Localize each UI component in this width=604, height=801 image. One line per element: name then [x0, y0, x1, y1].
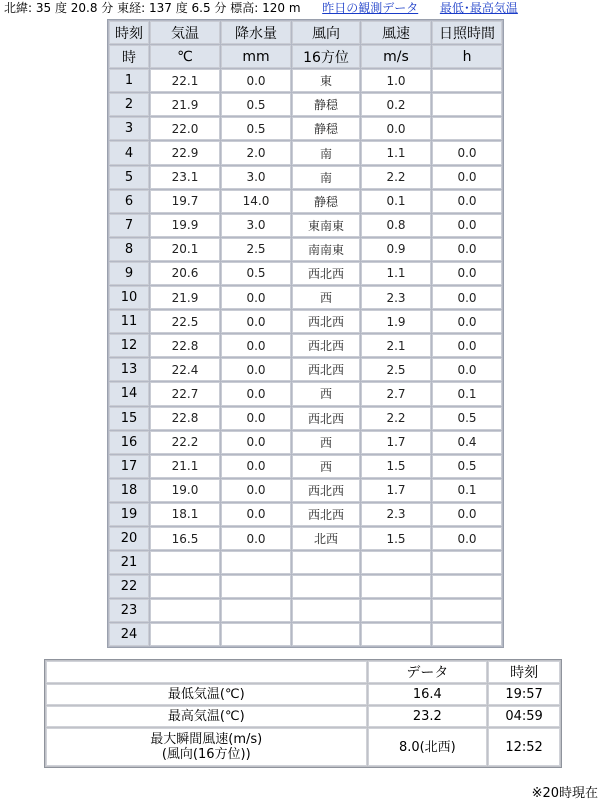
- wind-direction-cell: 西: [292, 455, 360, 478]
- table-row: [109, 286, 502, 309]
- temperature-cell: 21.9: [150, 286, 220, 309]
- table-row: [109, 407, 502, 430]
- summary-row: [46, 728, 560, 766]
- wind-speed-cell: 風速: [361, 21, 431, 44]
- precipitation-cell: [221, 551, 291, 574]
- wind-direction-cell: 南南東: [292, 238, 360, 261]
- temperature-cell: 18.1: [150, 503, 220, 526]
- temperature-cell: 22.7: [150, 382, 220, 405]
- precipitation-cell: 0.0: [221, 455, 291, 478]
- hour-cell: 5: [109, 166, 149, 189]
- station-info-bar: [4, 0, 604, 17]
- hour-cell: 15: [109, 407, 149, 430]
- hour-cell: 9: [109, 262, 149, 285]
- table-row: [109, 527, 502, 550]
- hour-cell: 1: [109, 69, 149, 92]
- hour-cell: 12: [109, 334, 149, 357]
- table-row: [109, 455, 502, 478]
- temperature-cell: 22.2: [150, 431, 220, 454]
- wind-speed-cell: 1.5: [361, 527, 431, 550]
- temperature-cell: 22.4: [150, 358, 220, 381]
- daily-summary-table: [44, 659, 562, 768]
- temperature-cell: 22.9: [150, 141, 220, 164]
- table-row: [109, 551, 502, 574]
- wind-speed-cell: 2.7: [361, 382, 431, 405]
- table-row: [109, 599, 502, 622]
- precipitation-cell: 3.0: [221, 166, 291, 189]
- table-row: [109, 431, 502, 454]
- summary-label: 最低気温(℃): [46, 684, 367, 705]
- wind-speed-cell: 2.3: [361, 286, 431, 309]
- temperature-cell: 22.0: [150, 117, 220, 140]
- wind-direction-cell: 風向: [292, 21, 360, 44]
- sunshine-cell: 0.0: [432, 238, 502, 261]
- sunshine-cell: 0.0: [432, 358, 502, 381]
- temperature-cell: ℃: [150, 45, 220, 68]
- wind-direction-cell: 西: [292, 431, 360, 454]
- summary-header-row: [46, 661, 560, 683]
- wind-direction-cell: 南: [292, 141, 360, 164]
- sunshine-cell: [432, 117, 502, 140]
- precipitation-cell: 降水量: [221, 21, 291, 44]
- summary-time: 04:59: [488, 706, 560, 727]
- temperature-cell: 21.1: [150, 455, 220, 478]
- temperature-cell: 23.1: [150, 166, 220, 189]
- precipitation-cell: 0.0: [221, 358, 291, 381]
- wind-direction-cell: [292, 623, 360, 646]
- temperature-cell: [150, 623, 220, 646]
- wind-direction-cell: 16方位: [292, 45, 360, 68]
- latitude-text: 北緯: 35 度 20.8 分: [4, 1, 114, 15]
- summary-value: 16.4: [368, 684, 488, 705]
- temperature-cell: 19.0: [150, 479, 220, 502]
- temperature-cell: 19.9: [150, 214, 220, 237]
- summary-label: 最大瞬間風速(m/s) (風向(16方位)): [46, 728, 367, 766]
- sunshine-cell: 0.5: [432, 407, 502, 430]
- wind-speed-cell: 2.3: [361, 503, 431, 526]
- sunshine-cell: 0.0: [432, 527, 502, 550]
- table-row: [109, 479, 502, 502]
- wind-direction-cell: 静穏: [292, 190, 360, 213]
- wind-speed-cell: 1.0: [361, 69, 431, 92]
- wind-direction-cell: 西北西: [292, 358, 360, 381]
- hour-cell: 6: [109, 190, 149, 213]
- summary-time: 19:57: [488, 684, 560, 705]
- precipitation-cell: 14.0: [221, 190, 291, 213]
- hour-cell: 時刻: [109, 21, 149, 44]
- wind-speed-cell: 1.7: [361, 479, 431, 502]
- wind-speed-cell: 2.2: [361, 166, 431, 189]
- sunshine-cell: [432, 599, 502, 622]
- wind-direction-cell: 西: [292, 286, 360, 309]
- wind-speed-cell: 1.1: [361, 262, 431, 285]
- table-row: [109, 262, 502, 285]
- temperature-cell: [150, 599, 220, 622]
- precipitation-cell: 0.0: [221, 69, 291, 92]
- precipitation-cell: 0.0: [221, 479, 291, 502]
- temperature-cell: 22.1: [150, 69, 220, 92]
- precipitation-cell: 0.0: [221, 407, 291, 430]
- wind-direction-cell: [292, 599, 360, 622]
- wind-speed-cell: 0.2: [361, 93, 431, 116]
- precipitation-cell: 0.0: [221, 503, 291, 526]
- wind-speed-cell: 1.1: [361, 141, 431, 164]
- hour-cell: 14: [109, 382, 149, 405]
- precipitation-cell: 0.5: [221, 93, 291, 116]
- temperature-cell: [150, 551, 220, 574]
- table-unit-row: [109, 45, 502, 68]
- sunshine-cell: 0.0: [432, 503, 502, 526]
- wind-direction-cell: 東: [292, 69, 360, 92]
- precipitation-cell: [221, 575, 291, 598]
- wind-speed-cell: 2.1: [361, 334, 431, 357]
- precipitation-cell: [221, 599, 291, 622]
- yesterday-data-link[interactable]: 昨日の観測データ: [322, 1, 419, 15]
- hour-cell: 10: [109, 286, 149, 309]
- sunshine-cell: h: [432, 45, 502, 68]
- hour-cell: 11: [109, 310, 149, 333]
- summary-time: 12:52: [488, 728, 560, 766]
- hour-cell: 7: [109, 214, 149, 237]
- table-row: [109, 238, 502, 261]
- wind-speed-cell: 2.2: [361, 407, 431, 430]
- sunshine-cell: 0.0: [432, 310, 502, 333]
- sunshine-cell: 0.0: [432, 190, 502, 213]
- sunshine-cell: 0.0: [432, 262, 502, 285]
- hour-cell: 17: [109, 455, 149, 478]
- wind-speed-cell: 1.5: [361, 455, 431, 478]
- wind-direction-cell: 西北西: [292, 503, 360, 526]
- table-row: [109, 117, 502, 140]
- precipitation-cell: 0.0: [221, 310, 291, 333]
- wind-direction-cell: 静穏: [292, 117, 360, 140]
- min-max-temp-link[interactable]: 最低･最高気温: [439, 1, 518, 15]
- sunshine-cell: 0.0: [432, 166, 502, 189]
- precipitation-cell: 0.0: [221, 527, 291, 550]
- summary-value: 23.2: [368, 706, 488, 727]
- temperature-cell: 16.5: [150, 527, 220, 550]
- summary-label: 最高気温(℃): [46, 706, 367, 727]
- sunshine-cell: [432, 623, 502, 646]
- wind-speed-cell: 0.0: [361, 117, 431, 140]
- wind-speed-cell: [361, 599, 431, 622]
- hour-cell: 4: [109, 141, 149, 164]
- precipitation-cell: 2.0: [221, 141, 291, 164]
- summary-value: 8.0(北西): [368, 728, 488, 766]
- temperature-cell: [150, 575, 220, 598]
- wind-direction-cell: 東南東: [292, 214, 360, 237]
- table-row: [109, 69, 502, 92]
- wind-speed-cell: [361, 575, 431, 598]
- wind-direction-cell: [292, 575, 360, 598]
- summary-label-header: [46, 661, 367, 683]
- wind-direction-cell: 西北西: [292, 262, 360, 285]
- sunshine-cell: 0.1: [432, 479, 502, 502]
- table-row: [109, 141, 502, 164]
- sunshine-cell: [432, 93, 502, 116]
- hour-cell: 18: [109, 479, 149, 502]
- summary-time-header: 時刻: [488, 661, 560, 683]
- temperature-cell: 22.8: [150, 407, 220, 430]
- sunshine-cell: [432, 575, 502, 598]
- table-row: [109, 334, 502, 357]
- temperature-cell: 21.9: [150, 93, 220, 116]
- hour-cell: 8: [109, 238, 149, 261]
- precipitation-cell: 0.0: [221, 382, 291, 405]
- hour-cell: 20: [109, 527, 149, 550]
- sunshine-cell: 0.0: [432, 214, 502, 237]
- hour-cell: 時: [109, 45, 149, 68]
- sunshine-cell: 0.0: [432, 286, 502, 309]
- wind-speed-cell: 0.9: [361, 238, 431, 261]
- precipitation-cell: 0.0: [221, 334, 291, 357]
- table-row: [109, 310, 502, 333]
- precipitation-cell: 3.0: [221, 214, 291, 237]
- sunshine-cell: 0.5: [432, 455, 502, 478]
- hourly-observation-table: [107, 19, 504, 648]
- table-row: [109, 623, 502, 646]
- wind-direction-cell: 北西: [292, 527, 360, 550]
- wind-speed-cell: 2.5: [361, 358, 431, 381]
- wind-speed-cell: 0.1: [361, 190, 431, 213]
- hour-cell: 24: [109, 623, 149, 646]
- elevation-text: 標高: 120 m: [230, 1, 301, 15]
- wind-speed-cell: 1.7: [361, 431, 431, 454]
- precipitation-cell: 0.0: [221, 431, 291, 454]
- hour-cell: 2: [109, 93, 149, 116]
- sunshine-cell: 日照時間: [432, 21, 502, 44]
- wind-direction-cell: 西北西: [292, 334, 360, 357]
- summary-data-header: データ: [368, 661, 488, 683]
- sunshine-cell: 0.1: [432, 382, 502, 405]
- precipitation-cell: 0.0: [221, 286, 291, 309]
- hour-cell: 21: [109, 551, 149, 574]
- wind-speed-cell: [361, 623, 431, 646]
- temperature-cell: 22.5: [150, 310, 220, 333]
- temperature-cell: 20.6: [150, 262, 220, 285]
- hour-cell: 16: [109, 431, 149, 454]
- precipitation-cell: [221, 623, 291, 646]
- temperature-cell: 気温: [150, 21, 220, 44]
- precipitation-cell: 0.5: [221, 117, 291, 140]
- table-row: [109, 166, 502, 189]
- wind-direction-cell: 静穏: [292, 93, 360, 116]
- precipitation-cell: 2.5: [221, 238, 291, 261]
- sunshine-cell: [432, 69, 502, 92]
- sunshine-cell: [432, 551, 502, 574]
- wind-speed-cell: 1.9: [361, 310, 431, 333]
- wind-speed-cell: m/s: [361, 45, 431, 68]
- table-row: [109, 503, 502, 526]
- hour-cell: 22: [109, 575, 149, 598]
- table-header-row: [109, 21, 502, 44]
- table-row: [109, 358, 502, 381]
- sunshine-cell: 0.0: [432, 141, 502, 164]
- hour-cell: 19: [109, 503, 149, 526]
- wind-direction-cell: 西北西: [292, 407, 360, 430]
- wind-direction-cell: 西: [292, 382, 360, 405]
- hour-cell: 23: [109, 599, 149, 622]
- wind-speed-cell: 0.8: [361, 214, 431, 237]
- hour-cell: 13: [109, 358, 149, 381]
- table-row: [109, 190, 502, 213]
- precipitation-cell: 0.5: [221, 262, 291, 285]
- wind-speed-cell: [361, 551, 431, 574]
- wind-direction-cell: 西北西: [292, 310, 360, 333]
- wind-direction-cell: 南: [292, 166, 360, 189]
- table-row: [109, 575, 502, 598]
- wind-direction-cell: 西北西: [292, 479, 360, 502]
- summary-row: [46, 706, 560, 727]
- temperature-cell: 19.7: [150, 190, 220, 213]
- precipitation-cell: mm: [221, 45, 291, 68]
- temperature-cell: 20.1: [150, 238, 220, 261]
- summary-row: [46, 684, 560, 705]
- hour-cell: 3: [109, 117, 149, 140]
- wind-direction-cell: [292, 551, 360, 574]
- table-row: [109, 93, 502, 116]
- table-row: [109, 382, 502, 405]
- sunshine-cell: 0.0: [432, 334, 502, 357]
- table-row: [109, 214, 502, 237]
- longitude-text: 東経: 137 度 6.5 分: [117, 1, 227, 15]
- current-time-note: ※20時現在: [531, 786, 598, 801]
- sunshine-cell: 0.4: [432, 431, 502, 454]
- temperature-cell: 22.8: [150, 334, 220, 357]
